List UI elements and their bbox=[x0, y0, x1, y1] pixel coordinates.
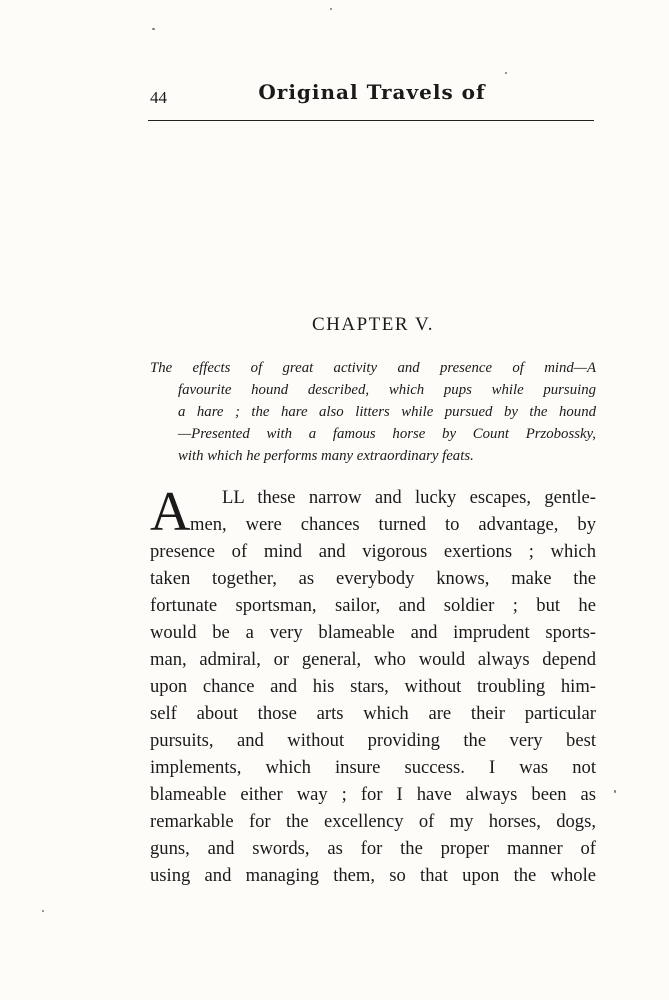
header-rule bbox=[148, 120, 594, 121]
text-line: taken together, as everybody knows, make the bbox=[150, 568, 596, 589]
text-line: implements, which insure success. I was not bbox=[150, 757, 596, 778]
text-line: remarkable for the excellency of my horses, dogs, bbox=[150, 811, 596, 832]
text-line: would be a very blameable and imprudent sports- bbox=[150, 622, 596, 643]
text-line: presence of mind and vigorous exertions ; which bbox=[150, 541, 596, 562]
drop-cap: A bbox=[150, 481, 191, 543]
summary-line: favourite hound described, which pups while pursuing bbox=[178, 382, 596, 398]
page-number: 44 bbox=[150, 88, 167, 107]
text-line: blameable either way ; for I have always been as bbox=[150, 784, 596, 805]
text-line: using and managing them, so that upon the whole bbox=[150, 865, 596, 886]
text-line: pursuits, and without providing the very best bbox=[150, 730, 596, 751]
body-paragraph bbox=[150, 481, 596, 889]
summary-line: a hare ; the hare also litters while pursued by the hound bbox=[178, 404, 596, 420]
summary-line: —Presented with a famous horse by Count Przobossky, bbox=[178, 426, 596, 442]
summary-line: with which he performs many extraordinary feats. bbox=[178, 448, 474, 464]
chapter-title: CHAPTER V. bbox=[312, 314, 434, 335]
text-line: man, admiral, or general, who would always depend bbox=[150, 649, 596, 670]
text-line: guns, and swords, as for the proper manner of bbox=[150, 838, 596, 859]
text-line: fortunate sportsman, sailor, and soldier ; but he bbox=[150, 595, 596, 616]
running-header bbox=[150, 80, 594, 120]
text-line: self about those arts which are their particular bbox=[150, 703, 596, 724]
summary-line: The effects of great activity and presence of mind—A bbox=[150, 360, 596, 376]
text-line: upon chance and his stars, without troubling him- bbox=[150, 676, 596, 697]
text-line: men, were chances turned to advantage, by bbox=[190, 514, 596, 535]
running-title: Original Travels of bbox=[258, 80, 486, 104]
text-line: LL these narrow and lucky escapes, gentle- bbox=[222, 487, 596, 508]
chapter-summary bbox=[150, 357, 596, 467]
